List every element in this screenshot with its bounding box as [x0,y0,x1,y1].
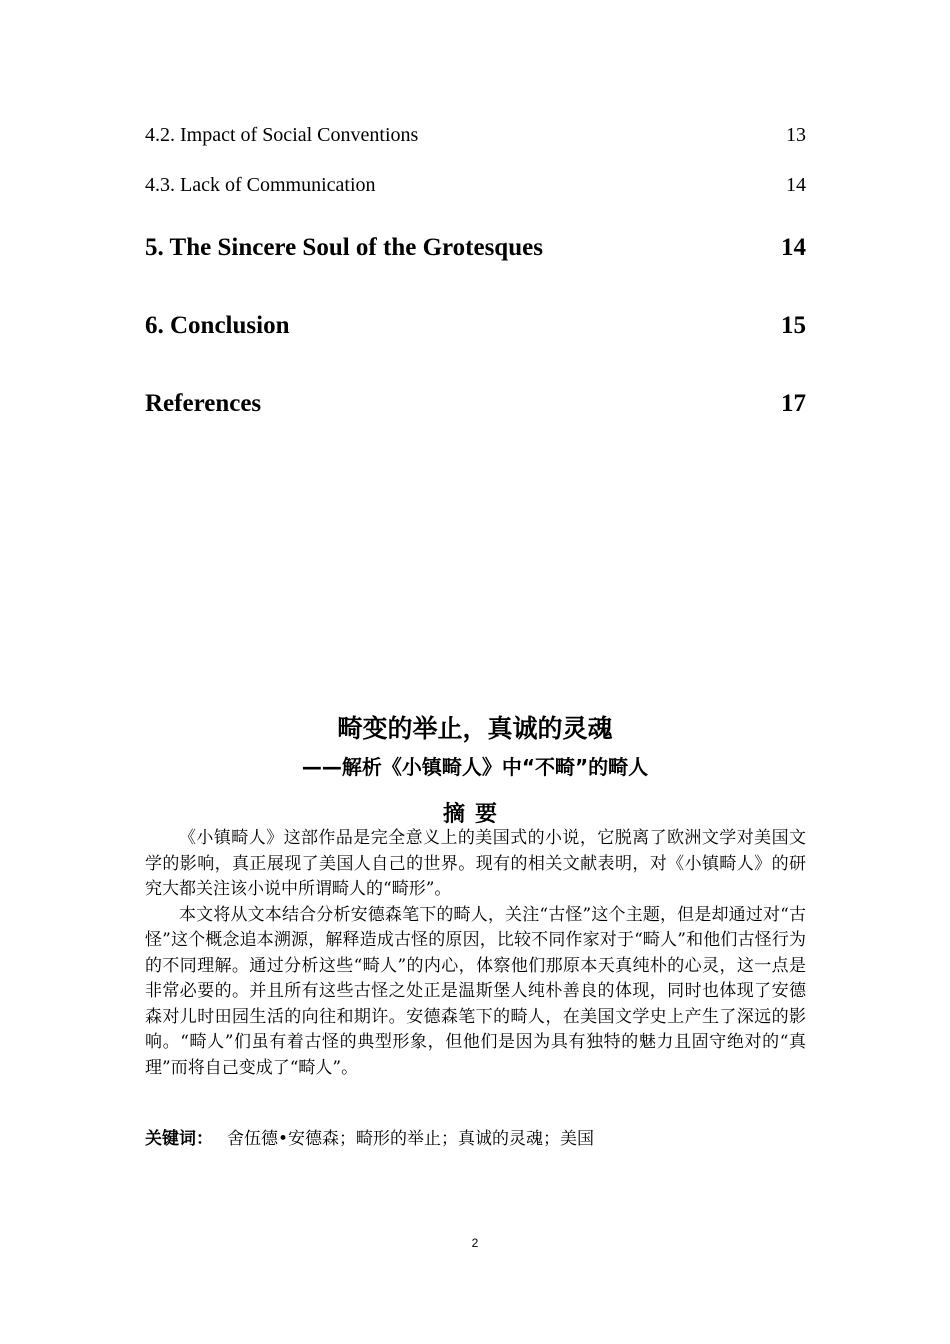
thesis-title: 畸变的举止，真诚的灵魂 [337,714,613,743]
toc-entry-label: 5. The Sincere Soul of the Grotesques [145,234,543,261]
toc-entry-label: References [145,390,262,417]
toc-entry-page: 17 [781,390,806,417]
abstract-paragraph: 本文将从文本结合分析安德森笔下的畸人，关注“古怪”这个主题，但是却通过对“古怪”这个概念追本溯源，解释造成古怪的原因，比较不同作家对于“畸人”和他们古怪行为的不同理解。通过分析这些“畸人”的内心，体察他们那原本天真纯朴的心灵，这一点是非常必要的。并且所有这些古怪之处正是温斯堡人纯朴善良的体现，同时也体现了安德森对儿时田园生活的向往和期许。安德森笔下的畸人，在美国文学史上产生了深远的影响。“畸人”们虽有着古怪的典型形象，但他们是因为具有独特的魅力且固守绝对的“真理”而将自己变成了“畸人”。 [145,904,806,1078]
toc-entry-5 [145,234,806,262]
toc-entry-references [145,390,806,418]
keywords-label: 关键词： [145,1129,213,1149]
abstract-paragraph: 《小镇畸人》这部作品是完全意义上的美国式的小说，它脱离了欧洲文学对美国文学的影响，真正展现了美国人自己的世界。现有的相关文献表明，对《小镇畸人》的研究大都关注该小说中所谓畸人的“畸形”。 [145,828,806,899]
abstract-body [145,826,806,1081]
page-number: 2 [471,1236,479,1250]
toc-entry-6 [145,312,806,340]
toc-entry-page: 14 [786,174,806,196]
keywords-text: 舍伍德•安德森；畸形的举止；真诚的灵魂；美国 [227,1129,595,1149]
toc-entry-page: 14 [781,234,806,261]
toc-entry-page: 15 [781,312,806,339]
toc-entry-label: 6. Conclusion [145,312,290,339]
toc-entry-page: 13 [786,124,806,146]
toc-entry-4-3 [145,174,806,197]
toc-entry-label: 4.2. Impact of Social Conventions [145,124,419,146]
keywords-line [145,1124,594,1149]
thesis-subtitle: ——解析《小镇畸人》中“不畸”的畸人 [301,755,649,779]
toc-entry-label: 4.3. Lack of Communication [145,174,376,196]
toc-entry-4-2 [145,124,806,147]
abstract-heading: 摘要 [442,802,507,827]
